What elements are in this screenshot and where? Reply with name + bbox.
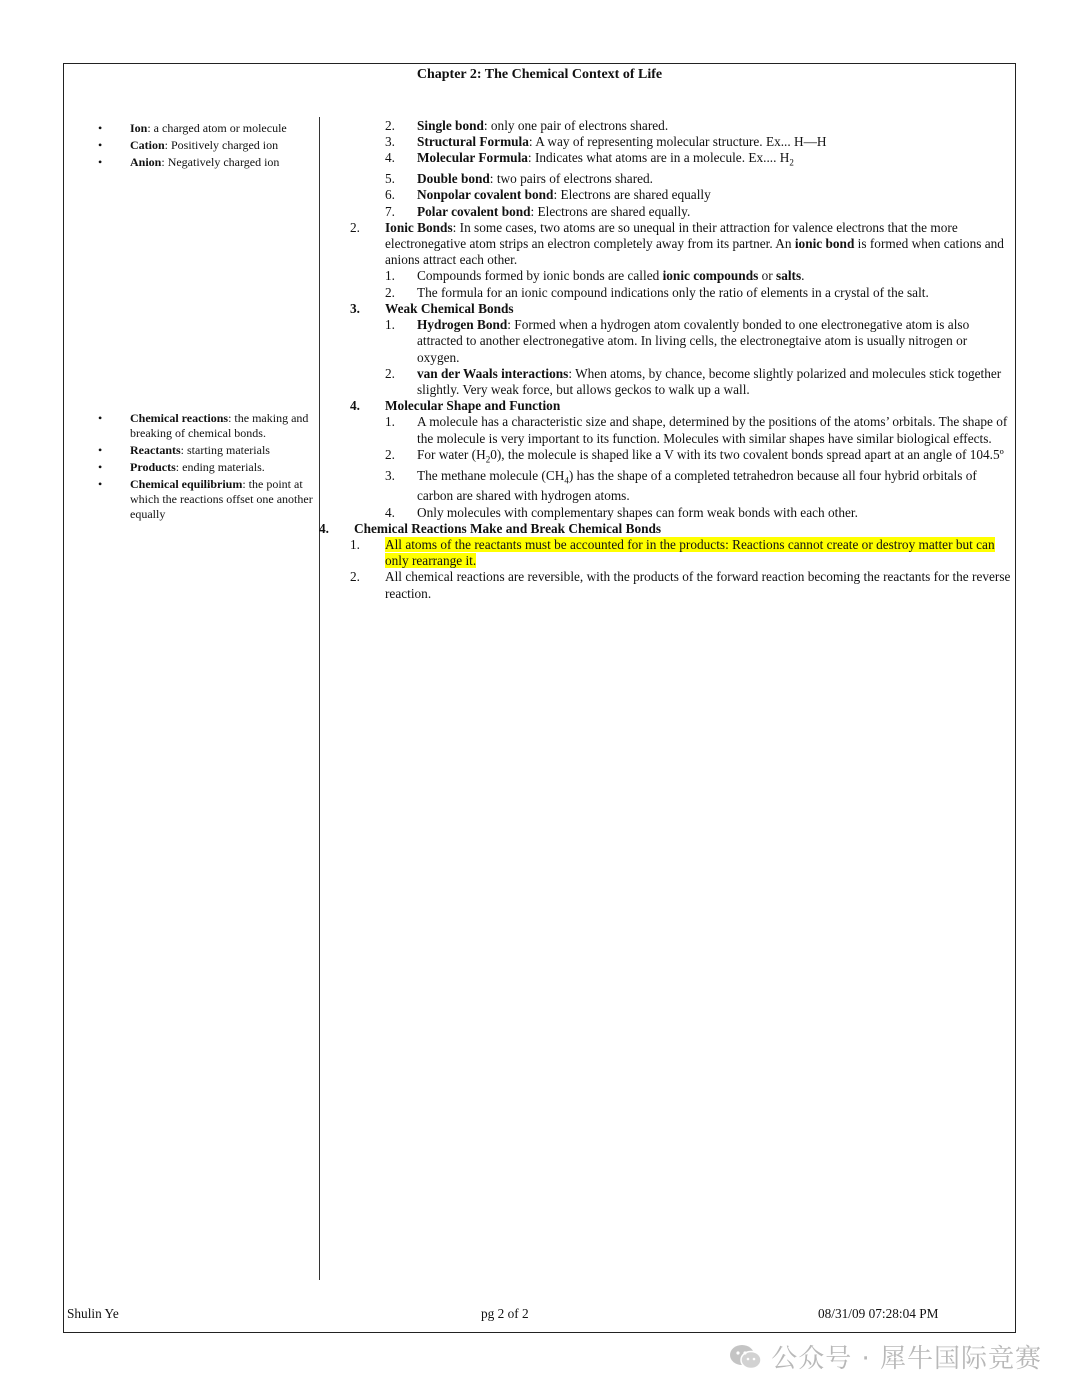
sidebar-item: • Chemical reactions: the making and breaking of chemical bonds. [98, 411, 309, 440]
list-item: 6. Nonpolar covalent bond: Electrons are shared equally [385, 187, 711, 203]
sidebar-definitions-top [98, 121, 316, 172]
list-item: 2. The formula for an ionic compound indications only the ratio of elements in a crystal of the salt. [385, 284, 929, 300]
section-weak-bonds: 3. Weak Chemical Bonds [350, 300, 514, 316]
list-item: 3. The methane molecule $(CH_4)$ has the shape of a completed tetrahedron because all four hybrid orbitals of carbon are shared with hydrogen atoms. [385, 467, 977, 504]
page-title: Chapter 2: The Chemical Context of Life [416, 67, 663, 82]
column-divider [319, 117, 320, 1280]
footer-page-number: pg 2 of 2 [481, 1306, 529, 1321]
wechat-icon [729, 1343, 763, 1371]
list-item: 2. Single bond: only one pair of electrons shared. [385, 118, 669, 133]
footer-timestamp: 08/31/09 07:28:04 PM [818, 1306, 939, 1321]
footer-author: Shulin Ye [67, 1306, 119, 1321]
watermark-text: 公众号 · 犀牛国际竞赛 [771, 1344, 1042, 1374]
list-item: 4. Molecular Formula: Indicates what atoms are in a molecule. Ex.... $H_2$ [385, 150, 794, 169]
sidebar-item: • Ion: a charged atom or molecule [98, 121, 287, 135]
list-item: 1. All atoms of the reactants must be accounted for in the products: Reactions cannot create or destroy matter but can only rearrange it. [350, 537, 995, 569]
list-item: 2. van der Waals interactions: When atoms, by chance, become slightly polarized and molecules stick together slightly. Very weak force, but allows geckos to walk up a wall. [385, 365, 1002, 397]
sidebar-item: • Products: ending materials. [98, 460, 265, 474]
sidebar-item: • Reactants: starting materials [98, 443, 270, 457]
list-item: 3. Structural Formula: A way of representing molecular structure. Ex... H—H [385, 134, 827, 150]
list-item: 1. Compounds formed by ionic bonds are called ionic compounds or salts. [385, 268, 805, 284]
highlighted-text: All atoms of the reactants must be accounted for in the products: Reactions cannot create or destroy matter but can only rearrange it. [385, 537, 995, 569]
section-molecular-shape: 4. Molecular Shape and Function [350, 398, 561, 414]
sidebar-item: • Cation: Positively charged ion [98, 138, 279, 152]
sidebar-item: • Chemical equilibrium: the point at which the reactions offset one another equally [98, 477, 313, 521]
section-chemical-reactions: 4. Chemical Reactions Make and Break Chemical Bonds [319, 520, 662, 536]
list-item: 7. Polar covalent bond: Electrons are shared equally. [385, 203, 691, 219]
section-ionic-bonds: 2. Ionic Bonds: In some cases, two atoms are so unequal in their attraction for valence electrons that the more electronegative atom strips an electron completely away from its partner. An ionic bond is formed when cations and anions attract each other. [350, 219, 1004, 268]
main-outline [319, 118, 1012, 602]
list-item: 4. Only molecules with complementary shapes can form weak bonds with each other. [385, 504, 858, 520]
list-item: 2. All chemical reactions are reversible, with the products of the forward reaction becoming the reactants for the reverse reaction. [350, 569, 1011, 601]
list-item: 5. Double bond: two pairs of electrons shared. [385, 171, 654, 187]
sidebar-definitions-bottom [98, 411, 316, 524]
list-item: 1. A molecule has a characteristic size and shape, determined by the positions of the atoms’ orbitals. The shape of the molecule is very important to its function. Molecules with similar shapes have similar biological effects. [385, 414, 1008, 446]
list-item: 1. Hydrogen Bond: Formed when a hydrogen atom covalently bonded to one electronegative atom is also attracted to another electronegative atom. In living cells, the electronegtaive atom is usually nitrogen or oxygen. [385, 317, 970, 365]
watermark [729, 1338, 1042, 1375]
sidebar-item: • Anion: Negatively charged ion [98, 155, 280, 169]
list-item: 2. For water $(H_20)$, the molecule is shaped like a V with its two covalent bonds spread apart at an angle of 104.5º [385, 446, 1004, 465]
